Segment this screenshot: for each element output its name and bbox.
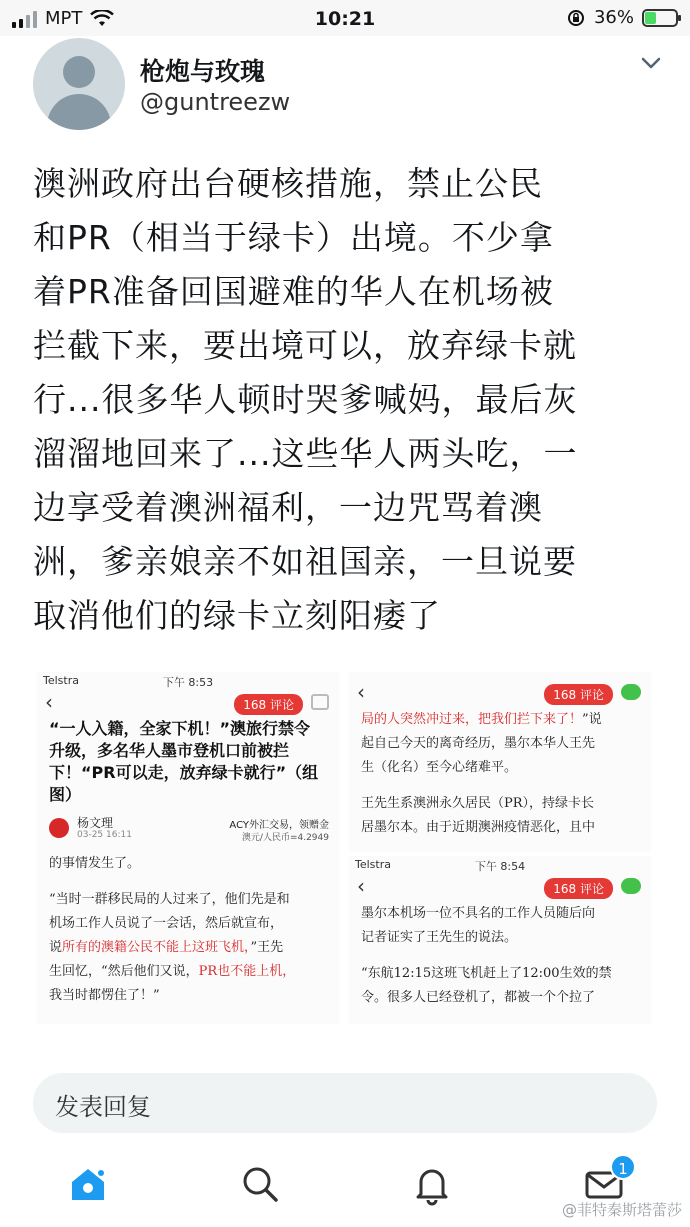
article-headline xyxy=(37,718,339,806)
tweet-line: 洲，爹亲娘亲不如祖国亲，一旦说要 xyxy=(33,542,577,581)
chevron-down-icon[interactable] xyxy=(640,52,662,74)
display-name[interactable]: 枪炮与玫瑰 xyxy=(140,57,266,86)
home-icon xyxy=(66,1162,110,1206)
tweet-line: 溜溜地回来了...这些华人两头吃，一 xyxy=(33,434,578,473)
orientation-lock-icon xyxy=(566,8,586,28)
back-arrow-icon: ‹ xyxy=(357,680,365,704)
mini-time: 下午 8:54 xyxy=(474,860,526,873)
para-line: “东航12:15这班飞机赶上了12:00生效的禁 xyxy=(361,966,612,981)
para-line: 生回忆，“然后他们又说，PR也不能上机， xyxy=(49,964,296,979)
comments-pill: 168 评论 xyxy=(234,694,303,715)
para-line: 的事情发生了。 xyxy=(49,856,141,871)
share-icon xyxy=(311,694,329,710)
mini-carrier: Telstra xyxy=(355,858,391,871)
para-line: 局的人突然冲过来，把我们拦下来了！”说 xyxy=(361,712,602,727)
tweet-line: 边享受着澳洲福利，一边咒骂着澳 xyxy=(33,488,543,527)
tweet-line: 拦截下来，要出境可以，放弃绿卡就 xyxy=(33,326,577,365)
article-paragraph xyxy=(349,902,651,1010)
ad-text: ACY外汇交易，领赠金 xyxy=(229,820,329,831)
reply-input[interactable] xyxy=(33,1073,657,1133)
tab-home[interactable] xyxy=(66,1162,110,1206)
tweet-line: 行...很多华人顿时哭爹喊妈，最后灰 xyxy=(33,380,578,419)
comments-pill: 168 评论 xyxy=(544,878,613,899)
tweet-media[interactable] xyxy=(33,668,653,1028)
mini-time: 下午 8:53 xyxy=(162,676,214,689)
tweet-line: 澳洲政府出台硬核措施，禁止公民 xyxy=(33,164,543,203)
battery-percent: 36% xyxy=(593,7,634,28)
para-line: 令。很多人已经登机了，都被一个个拉了 xyxy=(361,990,596,1005)
back-arrow-icon: ‹ xyxy=(45,690,53,714)
para-line: “当时一群移民局的人过来了，他们先是和 xyxy=(49,892,290,907)
para-line: 我当时都愣住了！” xyxy=(49,988,160,1003)
user-handle[interactable]: @guntreezw xyxy=(140,88,291,116)
headline-line: “一人入籍，全家下机！”澳旅行禁令 xyxy=(49,719,311,738)
tab-notifications[interactable] xyxy=(410,1162,454,1206)
tweet-line: 取消他们的绿卡立刻阳痿了 xyxy=(33,596,441,635)
tweet-line: 和PR（相当于绿卡）出境。不少拿 xyxy=(33,218,554,257)
para-line: 居墨尔本。由于近期澳洲疫情恶化，且中 xyxy=(361,820,596,835)
watermark: @菲特秦斯塔蕾莎 xyxy=(561,1201,682,1219)
para-line: 记者证实了王先生的说法。 xyxy=(361,930,518,945)
search-icon xyxy=(238,1162,282,1206)
para-line: 机场工作人员说了一会话，然后就宣布， xyxy=(49,916,284,931)
article-date: 03-25 16:11 xyxy=(77,830,132,840)
wechat-icon xyxy=(621,878,641,894)
author-logo xyxy=(49,818,69,838)
article-paragraph xyxy=(349,708,651,840)
avatar[interactable] xyxy=(33,38,125,130)
tweet-text xyxy=(33,157,663,643)
wechat-icon xyxy=(621,684,641,700)
author-row xyxy=(37,812,339,852)
battery-icon xyxy=(642,9,678,27)
para-line: 说所有的澳籍公民不能上这班飞机，”王先 xyxy=(49,940,284,955)
tweet-line: 着PR准备回国避难的华人在机场被 xyxy=(33,272,554,311)
status-bar xyxy=(0,0,690,36)
author-name: 杨文理 xyxy=(77,816,114,830)
para-line: 起自己今天的离奇经历，墨尔本华人王先 xyxy=(361,736,596,751)
headline-line: 升级，多名华人墨市登机口前被拦 xyxy=(49,741,290,760)
carrier-label: MPT xyxy=(45,8,83,29)
media-image-1[interactable] xyxy=(37,672,339,1024)
headline-line: 图） xyxy=(49,785,82,804)
back-arrow-icon: ‹ xyxy=(357,874,365,898)
bell-icon xyxy=(410,1162,454,1206)
article-paragraph xyxy=(37,852,339,1008)
mini-carrier: Telstra xyxy=(43,674,79,687)
headline-line: 下！“PR可以走，放弃绿卡就行”（组 xyxy=(49,763,319,782)
para-line: 生（化名）至今心绪难平。 xyxy=(361,760,518,775)
reply-placeholder: 发表回复 xyxy=(55,1093,151,1121)
para-line: 墨尔本机场一位不具名的工作人员随后向 xyxy=(361,906,596,921)
media-image-3[interactable] xyxy=(349,856,651,1024)
messages-badge: 1 xyxy=(610,1154,636,1180)
comments-pill: 168 评论 xyxy=(544,684,613,705)
status-time: 10:21 xyxy=(314,8,376,30)
exchange-rate: 澳元/人民币=4.2949 xyxy=(241,833,329,843)
tab-search[interactable] xyxy=(238,1162,282,1206)
media-image-2[interactable] xyxy=(349,672,651,852)
para-line: 王先生系澳洲永久居民（PR），持绿卡长 xyxy=(361,796,595,811)
